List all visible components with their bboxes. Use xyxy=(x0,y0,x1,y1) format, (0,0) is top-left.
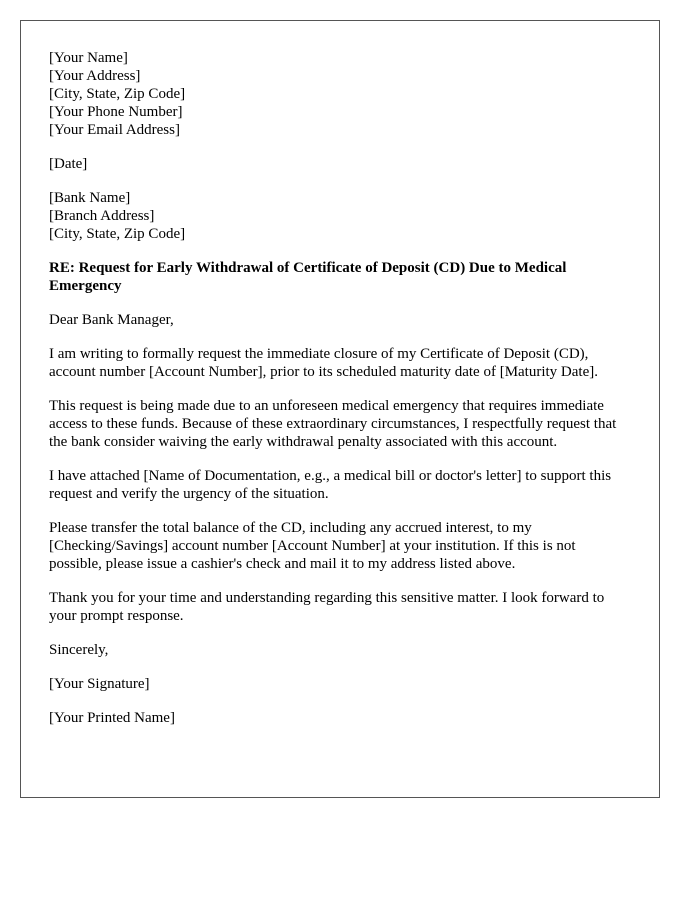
sender-city-state-zip: [City, State, Zip Code] xyxy=(49,86,186,102)
body-paragraph: Please transfer the total balance of the CD, including any accrued interest, to my [Checking/Savings] account number [Account Number] at your institution. If this is not possible, please issue a cashier's check and mail it to my address listed above. xyxy=(49,520,576,572)
salutation: Dear Bank Manager, xyxy=(49,312,174,328)
sender-name: [Your Name] xyxy=(49,50,128,66)
body-paragraph: I am writing to formally request the immediate closure of my Certificate of Deposit (CD), account number [Account Number], prior to its scheduled maturity date of [Maturity Date]. xyxy=(49,346,598,380)
sender-phone: [Your Phone Number] xyxy=(49,104,183,120)
subject-line: RE: Request for Early Withdrawal of Certificate of Deposit (CD) Due to Medical Emergency xyxy=(49,260,567,294)
recipient-branch-address: [Branch Address] xyxy=(49,208,155,224)
date-line: [Date] xyxy=(49,156,88,172)
body-paragraph: I have attached [Name of Documentation, e.g., a medical bill or doctor's letter] to support this request and verify the urgency of the situation. xyxy=(49,468,612,502)
body-paragraph: This request is being made due to an unforeseen medical emergency that requires immediate access to these funds. Because of these extraordinary circumstances, I respectfully request that the bank consider waiving the early withdrawal penalty associated with this account. xyxy=(49,398,617,450)
letter-page xyxy=(20,20,660,798)
printed-name: [Your Printed Name] xyxy=(49,710,175,726)
body-paragraph: Thank you for your time and understanding regarding this sensitive matter. I look forward to your prompt response. xyxy=(49,590,605,624)
recipient-city-state-zip: [City, State, Zip Code] xyxy=(49,226,186,242)
recipient-block xyxy=(49,189,631,243)
signature: [Your Signature] xyxy=(49,676,150,692)
sender-email: [Your Email Address] xyxy=(49,122,180,138)
sender-address: [Your Address] xyxy=(49,68,141,84)
sender-block xyxy=(49,49,631,139)
closing: Sincerely, xyxy=(49,642,109,658)
recipient-bank-name: [Bank Name] xyxy=(49,190,131,206)
